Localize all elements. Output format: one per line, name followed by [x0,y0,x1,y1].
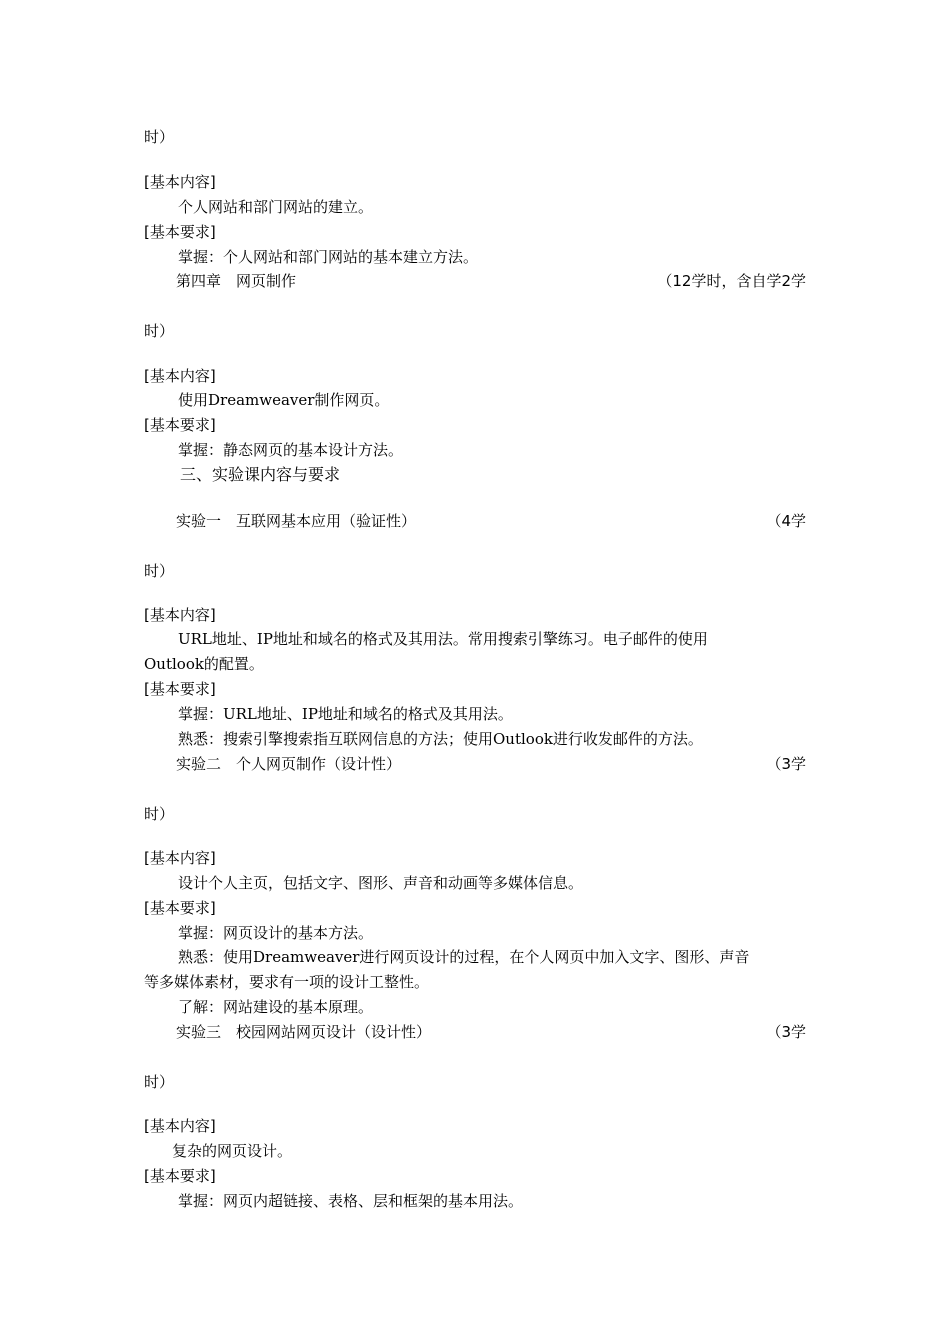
section-label: [基本内容] [144,367,216,385]
section-label: [基本内容] [144,173,216,191]
section-label: [基本内容] [144,1117,216,1135]
text-line: URL地址、IP地址和域名的格式及其用法。常用搜索引擎练习。电子邮件的使用 [178,630,708,648]
text-line: 时） [144,128,175,146]
section-label: [基本内容] [144,606,216,624]
section-label: [基本要求] [144,680,216,698]
text-line: 时） [144,1073,175,1091]
text-line: 设计个人主页，包括文字、图形、声音和动画等多媒体信息。 [178,874,584,892]
text-line: 掌握：网页设计的基本方法。 [178,924,374,942]
section-label: [基本要求] [144,899,216,917]
text-line: 个人网站和部门网站的建立。 [178,198,374,216]
section-label: [基本内容] [144,849,216,867]
experiment-heading: 实验二 个人网页制作（设计性） [176,755,402,773]
chapter-heading: 第四章 网页制作 [176,272,297,290]
experiment-hours: （4学 [766,512,806,530]
experiment-hours: （3学 [766,755,806,773]
section-label: [基本要求] [144,223,216,241]
experiment-heading: 实验三 校园网站网页设计（设计性） [176,1023,432,1041]
section-label: [基本要求] [144,416,216,434]
text-line: 掌握：个人网站和部门网站的基本建立方法。 [178,248,479,266]
text-line: 熟悉：搜索引擎搜索指互联网信息的方法；使用Outlook进行收发邮件的方法。 [178,730,703,748]
text-line: Outlook的配置。 [144,655,264,673]
section-label: [基本要求] [144,1167,216,1185]
text-line: 掌握：URL地址、IP地址和域名的格式及其用法。 [178,705,513,723]
text-line: 了解：网站建设的基本原理。 [178,998,374,1016]
text-line: 时） [144,805,175,823]
chapter-hours: （12学时，含自学2学 [657,272,806,290]
text-line: 使用Dreamweaver制作网页。 [178,391,390,409]
experiment-heading: 实验一 互联网基本应用（验证性） [176,512,417,530]
text-line: 复杂的网页设计。 [172,1142,293,1160]
section-heading: 三、实验课内容与要求 [180,465,341,484]
experiment-hours: （3学 [766,1023,806,1041]
text-line: 时） [144,322,175,340]
text-line: 掌握：网页内超链接、表格、层和框架的基本用法。 [178,1192,524,1210]
text-line: 时） [144,562,175,580]
text-line: 掌握：静态网页的基本设计方法。 [178,441,404,459]
text-line: 熟悉：使用Dreamweaver进行网页设计的过程，在个人网页中加入文字、图形、声音 [178,948,750,966]
text-line: 等多媒体素材，要求有一项的设计工整性。 [144,973,430,991]
